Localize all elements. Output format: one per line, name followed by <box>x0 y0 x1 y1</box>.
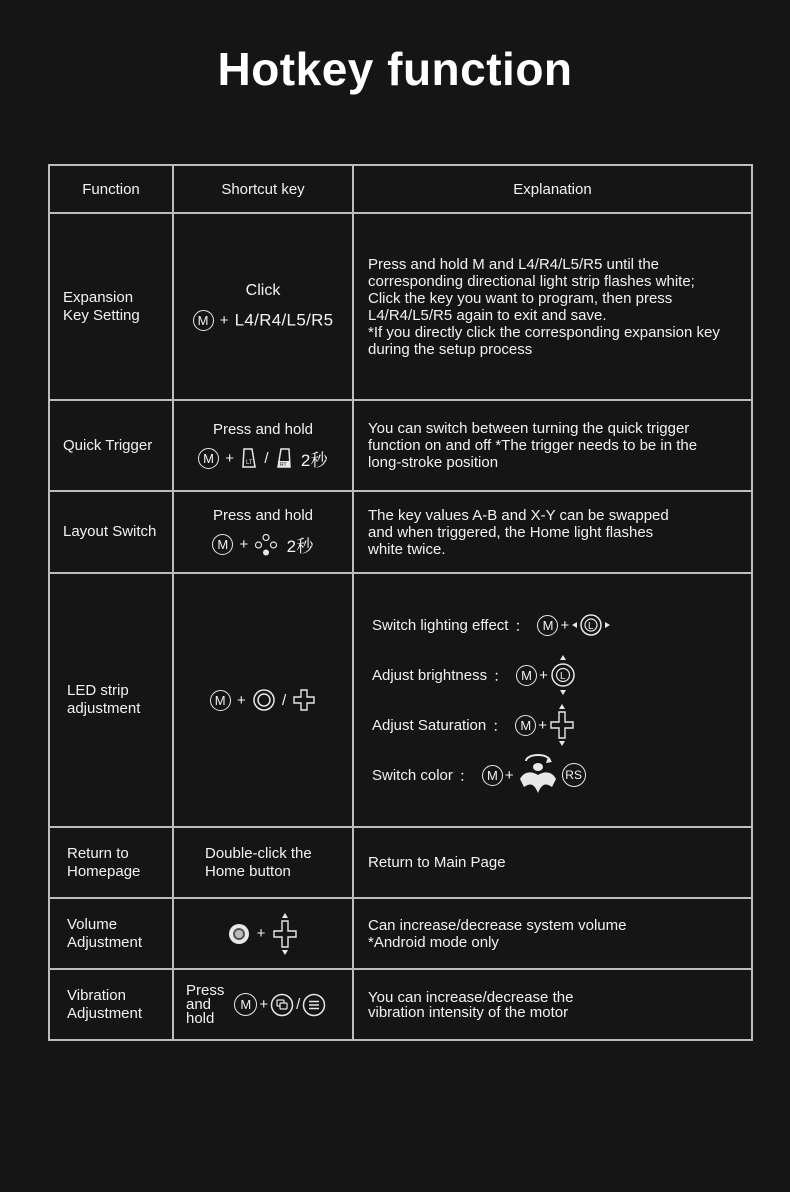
table-row <box>49 400 752 491</box>
dpad-vertical-icon <box>549 703 575 747</box>
svg-text:RT: RT <box>279 462 287 468</box>
explanation-line: The key values A-B and X-Y can be swapped <box>368 506 669 524</box>
shortcut-text: Double-click the <box>205 844 312 862</box>
explanation-line: Press and hold M and L4/R4/L5/R5 until the <box>368 255 660 273</box>
function-label: LED strip <box>67 682 129 699</box>
separator: ： <box>458 767 474 785</box>
function-label: Vibration <box>67 986 126 1004</box>
shortcut-cell <box>173 827 353 898</box>
dpad-vertical-icon <box>272 912 298 956</box>
explanation-line: vibration intensity of the motor <box>368 1003 569 1021</box>
led-option-label: Switch lighting effect <box>372 616 509 634</box>
m-key-icon: M <box>234 993 257 1016</box>
function-cell <box>49 573 173 827</box>
separator: ： <box>493 667 509 685</box>
slash: / <box>264 449 269 467</box>
function-label: Adjustment <box>67 1004 143 1022</box>
function-cell <box>49 213 173 400</box>
explanation-line: long-stroke position <box>368 454 499 471</box>
left-stick-vertical-icon <box>550 654 576 696</box>
plus-sign: + <box>256 925 266 942</box>
plus-sign: + <box>236 691 246 709</box>
function-label: Layout Switch <box>63 523 157 540</box>
shortcut-cell <box>173 898 353 969</box>
function-label: adjustment <box>67 700 141 717</box>
header-explanation: Explanation <box>353 165 752 213</box>
page-title: Hotkey function <box>217 43 573 95</box>
header-shortcut: Shortcut key <box>173 165 353 213</box>
led-option-label: Switch color <box>372 766 453 784</box>
face-buttons-icon <box>254 533 278 557</box>
view-button-icon <box>270 993 294 1017</box>
led-option <box>372 600 745 650</box>
led-option <box>372 700 745 750</box>
m-key-icon: M <box>212 534 233 555</box>
explanation-cell <box>353 491 752 573</box>
rotate-stick-hand-icon <box>516 753 560 797</box>
function-cell <box>49 827 173 898</box>
m-key-icon: M <box>193 310 214 331</box>
dpad-icon <box>292 688 316 712</box>
function-label: Homepage <box>67 862 141 880</box>
plus-sign: + <box>560 616 570 634</box>
explanation-line: and when triggered, the Home light flashes <box>368 523 654 541</box>
shortcut-text: hold <box>186 1009 215 1027</box>
table-row <box>49 573 752 827</box>
svg-text:LT: LT <box>246 460 253 466</box>
left-stick-horizontal-icon <box>571 613 611 637</box>
m-key-icon: M <box>516 665 537 686</box>
explanation-line: Return to Main Page <box>368 854 506 871</box>
table-row <box>49 213 752 400</box>
hold-duration: 2秒 <box>286 537 314 556</box>
explanation-line: during the setup process <box>368 340 533 358</box>
explanation-line: *Android mode only <box>368 933 499 951</box>
function-label: Key Setting <box>63 306 140 324</box>
m-key-icon: M <box>515 715 536 736</box>
expansion-keys: L4/R4/L5/R5 <box>234 310 334 330</box>
separator: ： <box>492 717 508 735</box>
plus-sign: + <box>539 666 548 684</box>
led-option-label: Adjust brightness <box>372 666 488 684</box>
shortcut-text: Home button <box>205 862 291 880</box>
table-row <box>49 969 752 1040</box>
explanation-line: L4/R4/L5/R5 again to exit and save. <box>368 306 607 324</box>
slash: / <box>296 996 301 1013</box>
table-row <box>49 491 752 573</box>
shortcut-action: Press and hold <box>212 420 314 438</box>
explanation-cell <box>353 898 752 969</box>
function-label: Return to <box>67 844 129 862</box>
hotkey-table <box>48 164 753 1041</box>
shortcut-cell <box>173 213 353 400</box>
function-label: Expansion <box>63 288 134 306</box>
explanation-line: You can increase/decrease the <box>368 988 574 1006</box>
m-key-icon: M <box>210 690 231 711</box>
explanation-line: You can switch between turning the quick trigger <box>368 420 690 437</box>
function-label: Adjustment <box>67 933 143 951</box>
m-key-icon: M <box>537 615 558 636</box>
header-function: Function <box>49 165 173 213</box>
table-row <box>49 898 752 969</box>
explanation-line: Click the key you want to program, then press <box>368 289 673 307</box>
shortcut-cell <box>173 573 353 827</box>
function-cell <box>49 491 173 573</box>
explanation-line: white twice. <box>368 540 446 558</box>
plus-sign: + <box>239 536 249 553</box>
plus-sign: + <box>504 766 514 784</box>
right-stick-icon: RS <box>562 763 586 787</box>
left-trigger-icon <box>240 447 258 469</box>
home-button-icon <box>228 923 250 945</box>
led-option <box>372 650 745 700</box>
function-label: Quick Trigger <box>63 436 153 454</box>
right-trigger-icon <box>275 447 293 469</box>
explanation-line: function on and off *The trigger needs to be in the <box>368 437 698 454</box>
function-cell <box>49 400 173 491</box>
led-option-label: Adjust Saturation <box>372 716 487 734</box>
menu-button-icon <box>302 993 326 1017</box>
function-cell <box>49 898 173 969</box>
function-label: Volume <box>67 915 118 933</box>
explanation-cell <box>353 827 752 898</box>
m-key-icon: M <box>198 448 219 469</box>
explanation-cell <box>353 213 752 400</box>
slash: / <box>281 691 287 709</box>
explanation-line: *If you directly click the corresponding expansion key <box>368 323 720 341</box>
shortcut-action: Press and hold <box>212 507 314 524</box>
led-option <box>372 750 745 800</box>
explanation-line: Can increase/decrease system volume <box>368 916 627 934</box>
shortcut-cell <box>173 400 353 491</box>
shortcut-cell <box>173 491 353 573</box>
separator: ： <box>514 617 530 635</box>
explanation-cell <box>353 969 752 1040</box>
explanation-cell <box>353 573 752 827</box>
joystick-icon <box>252 688 276 712</box>
shortcut-cell <box>173 969 353 1040</box>
explanation-line: corresponding directional light strip flashes white; <box>368 272 695 290</box>
shortcut-action <box>186 981 225 1027</box>
l-stick-label: L <box>588 621 594 632</box>
plus-sign: + <box>538 716 548 734</box>
l-stick-label: L <box>559 671 566 682</box>
plus-sign: + <box>219 312 229 329</box>
table-row <box>49 827 752 898</box>
function-cell <box>49 969 173 1040</box>
plus-sign: + <box>225 449 234 467</box>
table-header-row <box>49 165 752 213</box>
shortcut-text: and <box>186 995 212 1013</box>
plus-sign: + <box>259 996 269 1013</box>
shortcut-action: Click <box>245 282 281 299</box>
shortcut-text: Press <box>186 981 225 999</box>
m-key-icon: M <box>482 765 503 786</box>
explanation-cell <box>353 400 752 491</box>
hold-duration: 2秒 <box>300 450 328 470</box>
